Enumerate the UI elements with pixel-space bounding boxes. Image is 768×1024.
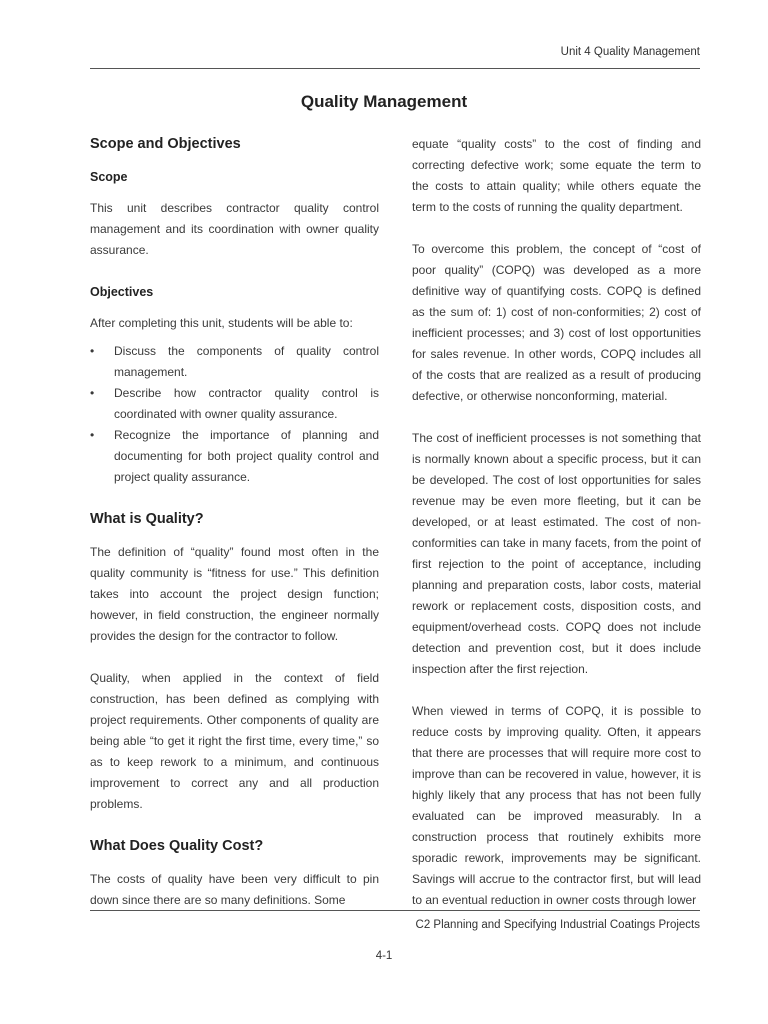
list-item: • Describe how contractor quality control is coordinated with owner quality assurance. bbox=[90, 383, 379, 425]
left-column bbox=[90, 134, 379, 932]
heading-what-is-quality: What is Quality? bbox=[90, 511, 204, 527]
objectives-list bbox=[90, 341, 379, 488]
running-header: Unit 4 Quality Management bbox=[560, 46, 700, 58]
footer-text: C2 Planning and Specifying Industrial Coatings Projects bbox=[415, 919, 700, 931]
scope-paragraph: This unit describes contractor quality control management and its coordination with owner quality assurance. bbox=[90, 201, 379, 257]
footer-rule bbox=[90, 910, 700, 911]
list-item: • Recognize the importance of planning and documenting for both project quality control and project quality assurance. bbox=[90, 425, 379, 488]
paragraph: The cost of inefficient processes is not something that is normally known about a specific process, but it can be developed. The cost of lost opportunities for sales revenue may be even more fleeting, but it can be developed, or at least estimated. The cost of non-conformities can take in many facets, from the point of first rejection to the point of acceptance, including planning and preparation costs, labor costs, material rework or replacement costs, disposition costs, and equipment/overhead costs. COPQ does not include detection and prevention cost, but it does include inspection after the first rejection. bbox=[412, 431, 701, 676]
paragraph: The costs of quality have been very difficult to pin down since there are so many definitions. Some bbox=[90, 872, 379, 907]
paragraph: When viewed in terms of COPQ, it is possible to reduce costs by improving quality. Often, it appears that there are processes that will require more cost to improve than can be recovered in value, however, it is highly likely that any process that has not been fully evaluated can be improved measurably. In a construction process that routinely exhibits more sporadic rework, improvements may be significant. Savings will accrue to the contractor first, but will lead to an eventual reduction in owner costs through lower bbox=[412, 704, 701, 907]
heading-scope-objectives: Scope and Objectives bbox=[90, 136, 241, 152]
paragraph: The definition of “quality” found most often in the quality community is “fitness for use.” This definition takes into account the project design function; however, in field construction, the engineer normally provides the design for the contractor to follow. bbox=[90, 545, 379, 643]
page-title: Quality Management bbox=[300, 92, 468, 111]
right-column bbox=[412, 134, 701, 932]
heading-objectives: Objectives bbox=[90, 285, 154, 299]
list-item: • Discuss the components of quality control management. bbox=[90, 341, 379, 383]
header-rule bbox=[90, 68, 700, 69]
paragraph: equate “quality costs” to the cost of finding and correcting defective work; some equate the term to the costs to attain quality; while others equate the term to the costs of running the quality department. bbox=[412, 137, 701, 214]
paragraph: Quality, when applied in the context of field construction, has been defined as complying with project requirements. Other components of quality are being able “to get it right the first time, every time,” so as to keep rework to a minimum, and continuous improvement to correct any and all production problems. bbox=[90, 671, 379, 811]
heading-quality-cost: What Does Quality Cost? bbox=[90, 838, 264, 854]
objectives-intro: After completing this unit, students will be able to: bbox=[90, 316, 353, 330]
page-number: 4-1 bbox=[375, 950, 393, 962]
paragraph: To overcome this problem, the concept of “cost of poor quality” (COPQ) was developed as a more definitive way of quantifying costs. COPQ is defined as the sum of: 1) cost of non-conformities; 2) cost of inefficient processes; and 3) cost of lost opportunities for sales revenue. In other words, COPQ includes all of the costs that are realized as a result of producing defective, or otherwise nonconforming, material. bbox=[412, 242, 701, 403]
heading-scope: Scope bbox=[90, 170, 128, 184]
